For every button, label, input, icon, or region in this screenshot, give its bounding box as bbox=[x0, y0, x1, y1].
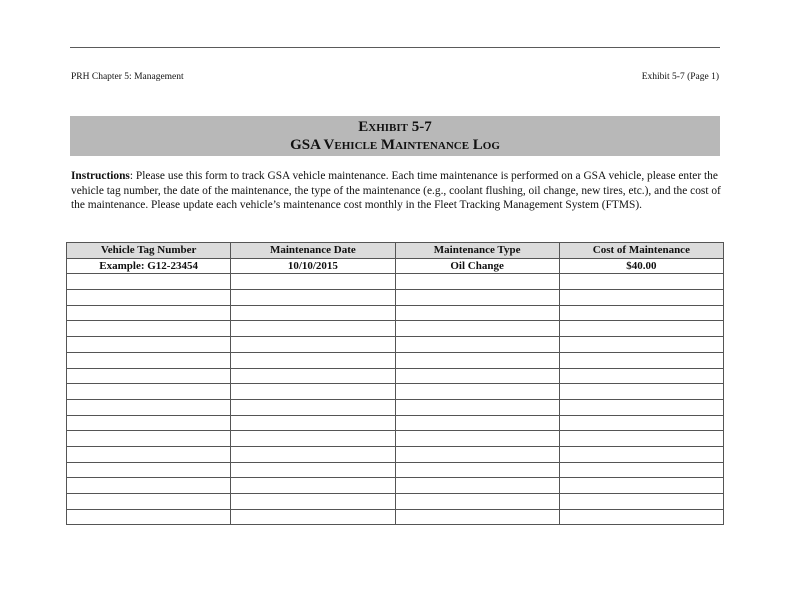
column-header-vehicle-tag: Vehicle Tag Number bbox=[67, 243, 231, 259]
vehicle-tag-cell[interactable] bbox=[67, 494, 231, 510]
maintenance-type-cell[interactable] bbox=[395, 337, 559, 353]
maintenance-type-cell[interactable] bbox=[395, 494, 559, 510]
maintenance-date-cell[interactable] bbox=[231, 274, 395, 290]
maintenance-type-cell[interactable] bbox=[395, 446, 559, 462]
vehicle-tag-cell[interactable] bbox=[67, 321, 231, 337]
maintenance-date-cell[interactable] bbox=[231, 415, 395, 431]
cost-cell[interactable] bbox=[559, 399, 723, 415]
maintenance-date-cell[interactable] bbox=[231, 431, 395, 447]
table-row bbox=[67, 337, 724, 353]
vehicle-tag-cell[interactable] bbox=[67, 478, 231, 494]
maintenance-date-cell[interactable] bbox=[231, 462, 395, 478]
table-row bbox=[67, 368, 724, 384]
vehicle-tag-cell[interactable] bbox=[67, 368, 231, 384]
maintenance-type-cell[interactable] bbox=[395, 368, 559, 384]
instructions-text: : Please use this form to track GSA vehicle maintenance. Each time maintenance is performed on a GSA vehicle, please enter the vehicle tag number, the date of the maintenance, the type of the maintenance (e.g., coolant flushing, oil change, new tires, etc.), and the cost of the maintenance. Please update each vehicle’s maintenance cost monthly in the Fleet Tracking Management System (FTMS). bbox=[71, 170, 721, 212]
table-row bbox=[67, 509, 724, 525]
header-rule bbox=[70, 47, 720, 48]
cost-cell[interactable] bbox=[559, 305, 723, 321]
title-band bbox=[70, 116, 720, 156]
table-row bbox=[67, 352, 724, 368]
maintenance-date-cell[interactable] bbox=[231, 509, 395, 525]
column-header-cost: Cost of Maintenance bbox=[559, 243, 723, 259]
vehicle-tag-cell[interactable] bbox=[67, 274, 231, 290]
maintenance-type-cell[interactable] bbox=[395, 305, 559, 321]
table-row bbox=[67, 384, 724, 400]
maintenance-type-cell[interactable] bbox=[395, 509, 559, 525]
maintenance-type-cell[interactable] bbox=[395, 478, 559, 494]
maintenance-date-cell[interactable] bbox=[231, 399, 395, 415]
vehicle-tag-cell[interactable] bbox=[67, 337, 231, 353]
maintenance-date-cell[interactable] bbox=[231, 478, 395, 494]
example-type: Oil Change bbox=[395, 258, 559, 274]
maintenance-type-cell[interactable] bbox=[395, 352, 559, 368]
maintenance-type-cell[interactable] bbox=[395, 399, 559, 415]
maintenance-date-cell[interactable] bbox=[231, 494, 395, 510]
maintenance-type-cell[interactable] bbox=[395, 431, 559, 447]
cost-cell[interactable] bbox=[559, 415, 723, 431]
maintenance-log-table bbox=[66, 242, 724, 525]
table-row bbox=[67, 494, 724, 510]
maintenance-type-cell[interactable] bbox=[395, 462, 559, 478]
cost-cell[interactable] bbox=[559, 446, 723, 462]
running-header-left: PRH Chapter 5: Management bbox=[71, 72, 184, 82]
maintenance-date-cell[interactable] bbox=[231, 337, 395, 353]
vehicle-tag-cell[interactable] bbox=[67, 446, 231, 462]
table-row bbox=[67, 274, 724, 290]
maintenance-date-cell[interactable] bbox=[231, 368, 395, 384]
instructions-label: Instructions bbox=[71, 170, 130, 182]
maintenance-type-cell[interactable] bbox=[395, 384, 559, 400]
vehicle-tag-cell[interactable] bbox=[67, 462, 231, 478]
vehicle-tag-cell[interactable] bbox=[67, 384, 231, 400]
running-header-right: Exhibit 5-7 (Page 1) bbox=[641, 72, 719, 82]
maintenance-date-cell[interactable] bbox=[231, 305, 395, 321]
cost-cell[interactable] bbox=[559, 462, 723, 478]
cost-cell[interactable] bbox=[559, 352, 723, 368]
vehicle-tag-cell[interactable] bbox=[67, 509, 231, 525]
maintenance-date-cell[interactable] bbox=[231, 446, 395, 462]
example-vehicle-tag: Example: G12-23454 bbox=[67, 258, 231, 274]
vehicle-tag-cell[interactable] bbox=[67, 290, 231, 306]
vehicle-tag-cell[interactable] bbox=[67, 399, 231, 415]
cost-cell[interactable] bbox=[559, 368, 723, 384]
exhibit-number: Exhibit 5-7 bbox=[358, 119, 432, 135]
table-header-row bbox=[67, 243, 724, 259]
maintenance-date-cell[interactable] bbox=[231, 384, 395, 400]
vehicle-tag-cell[interactable] bbox=[67, 431, 231, 447]
cost-cell[interactable] bbox=[559, 337, 723, 353]
column-header-maintenance-type: Maintenance Type bbox=[395, 243, 559, 259]
cost-cell[interactable] bbox=[559, 494, 723, 510]
example-cost: $40.00 bbox=[559, 258, 723, 274]
table-row bbox=[67, 446, 724, 462]
table-row bbox=[67, 290, 724, 306]
table-row bbox=[67, 478, 724, 494]
instructions-paragraph bbox=[71, 169, 726, 213]
maintenance-type-cell[interactable] bbox=[395, 415, 559, 431]
vehicle-tag-cell[interactable] bbox=[67, 352, 231, 368]
table-row bbox=[67, 321, 724, 337]
maintenance-type-cell[interactable] bbox=[395, 321, 559, 337]
table-row bbox=[67, 415, 724, 431]
table-row bbox=[67, 431, 724, 447]
vehicle-tag-cell[interactable] bbox=[67, 415, 231, 431]
maintenance-date-cell[interactable] bbox=[231, 352, 395, 368]
table-row bbox=[67, 305, 724, 321]
maintenance-date-cell[interactable] bbox=[231, 321, 395, 337]
maintenance-type-cell[interactable] bbox=[395, 290, 559, 306]
column-header-maintenance-date: Maintenance Date bbox=[231, 243, 395, 259]
vehicle-tag-cell[interactable] bbox=[67, 305, 231, 321]
maintenance-date-cell[interactable] bbox=[231, 290, 395, 306]
cost-cell[interactable] bbox=[559, 431, 723, 447]
table-row bbox=[67, 462, 724, 478]
document-title: GSA Vehicle Maintenance Log bbox=[290, 137, 500, 153]
cost-cell[interactable] bbox=[559, 274, 723, 290]
example-row bbox=[67, 258, 724, 274]
cost-cell[interactable] bbox=[559, 478, 723, 494]
cost-cell[interactable] bbox=[559, 384, 723, 400]
cost-cell[interactable] bbox=[559, 321, 723, 337]
cost-cell[interactable] bbox=[559, 290, 723, 306]
table-row bbox=[67, 399, 724, 415]
example-date: 10/10/2015 bbox=[231, 258, 395, 274]
cost-cell[interactable] bbox=[559, 509, 723, 525]
maintenance-type-cell[interactable] bbox=[395, 274, 559, 290]
